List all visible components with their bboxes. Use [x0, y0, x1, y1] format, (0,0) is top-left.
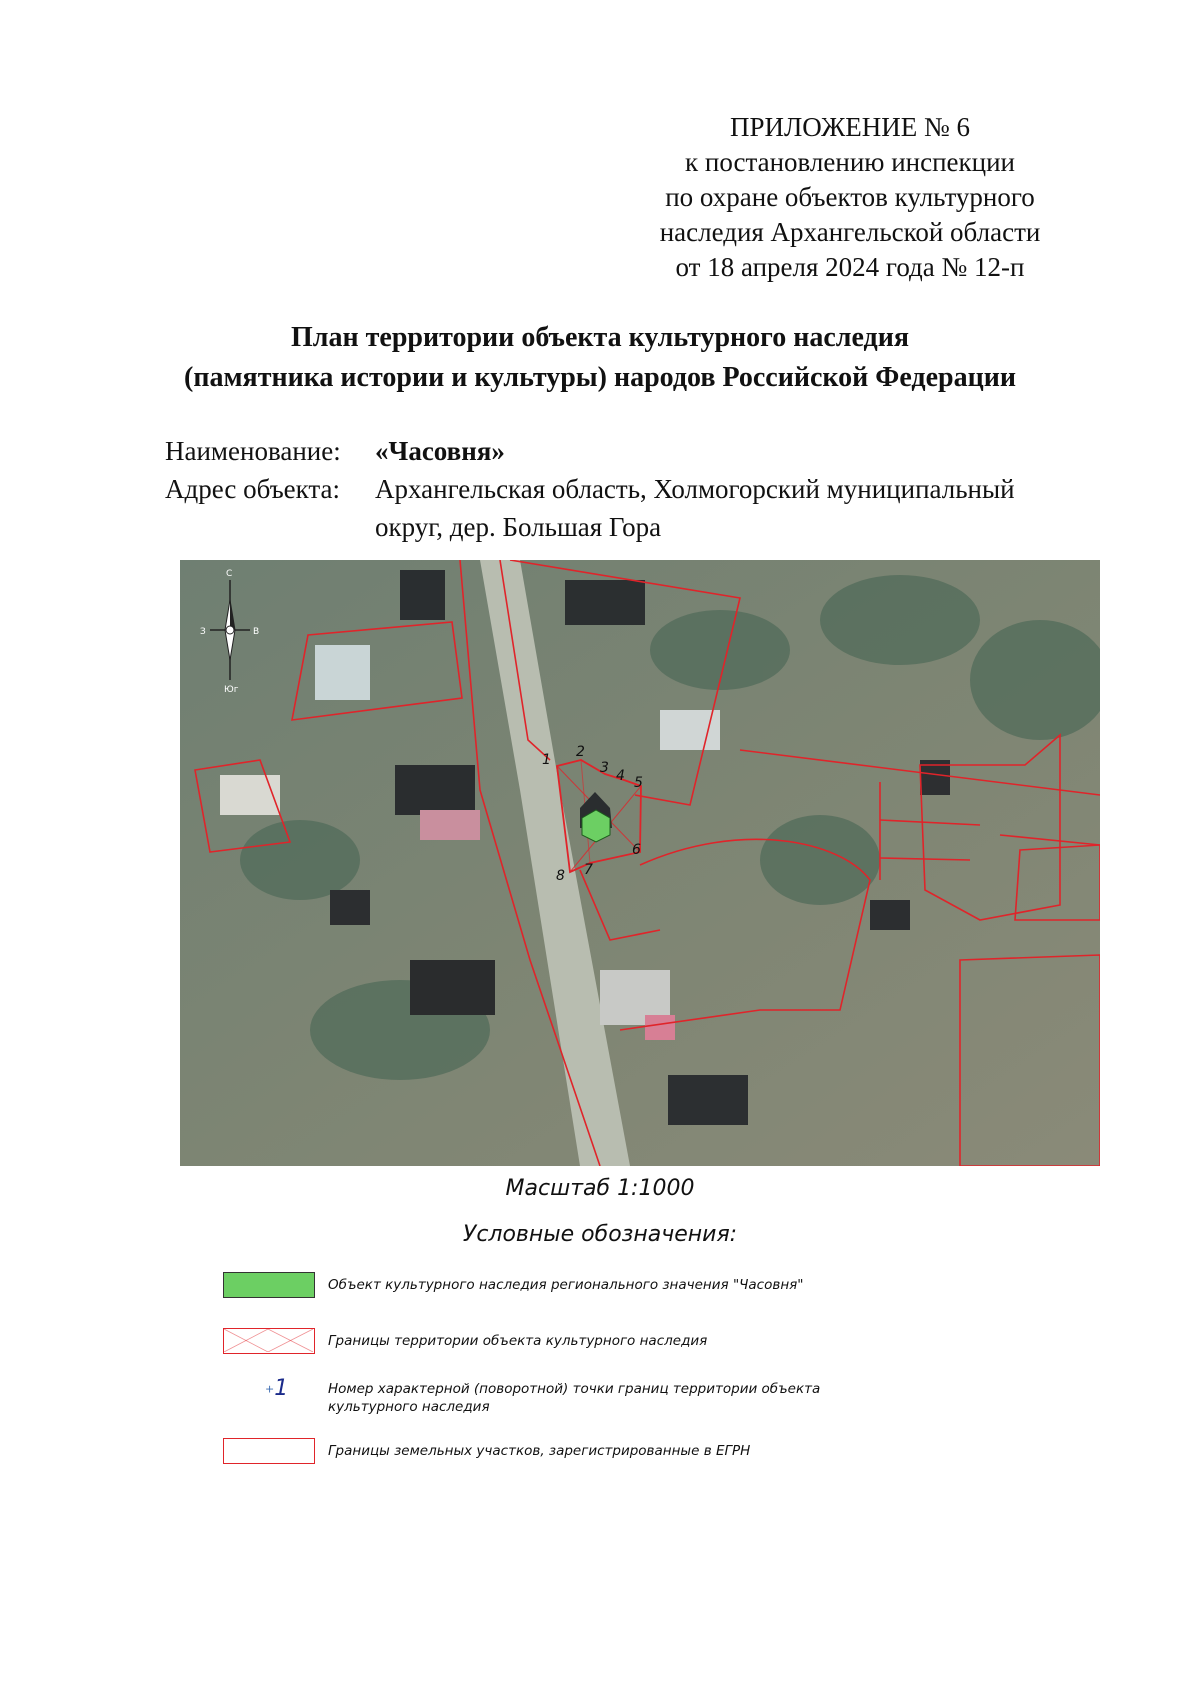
name-value: «Часовня»: [375, 436, 505, 466]
legend-point-number: 1: [274, 1376, 289, 1401]
legend-parcel-swatch: [223, 1438, 315, 1464]
legend-hatch-swatch: [223, 1328, 315, 1354]
point-label: 5: [634, 775, 643, 791]
appendix-date: от 18 апреля 2024 года № 12-п: [675, 252, 1025, 282]
point-label: 4: [616, 768, 625, 784]
address-row: [165, 470, 1075, 546]
appendix-number: ПРИЛОЖЕНИЕ № 6: [729, 112, 971, 142]
legend-item-territory: [223, 1328, 1103, 1368]
name-row: [165, 432, 1075, 470]
document-title: [0, 318, 1200, 398]
point-label: 1: [542, 752, 551, 768]
point-label: 8: [556, 868, 565, 884]
point-label: 6: [632, 842, 641, 858]
map-svg: [180, 560, 1100, 1166]
name-label: Наименование:: [165, 436, 341, 466]
address-label: Адрес объекта:: [165, 474, 341, 504]
legend-title: Условные обозначения:: [462, 1222, 738, 1247]
compass-west: З: [200, 627, 206, 637]
point-label: 7: [584, 862, 593, 878]
appendix-line: наследия Архангельской области: [659, 217, 1041, 247]
point-label: 2: [576, 744, 585, 760]
compass-east: В: [253, 627, 260, 637]
legend-text: Границы земельных участков, зарегистрированные в ЕГРН: [328, 1443, 751, 1459]
legend-item-point: [223, 1376, 1103, 1416]
point-label: 3: [600, 760, 609, 776]
map-scale: Масштаб 1:1000: [505, 1176, 695, 1201]
appendix-block: [600, 110, 1100, 285]
title-line-1: План территории объекта культурного наследия: [291, 322, 909, 353]
address-value: Архангельская область, Холмогорский муниципальный округ, дер. Большая Гора: [375, 474, 1015, 542]
legend-text: Номер характерной (поворотной) точки границ территории объекта культурного наследия: [328, 1381, 821, 1415]
title-line-2: (памятника истории и культуры) народов Российской Федерации: [184, 362, 1016, 393]
point-cross-icon: +: [265, 1382, 275, 1396]
legend-green-swatch: [223, 1272, 315, 1298]
legend-item-parcel: [223, 1438, 1103, 1478]
legend-point-symbol: [265, 1376, 288, 1401]
satellite-map: [180, 560, 1100, 1166]
appendix-line: по охране объектов культурного: [665, 182, 1035, 212]
legend-text: Границы территории объекта культурного наследия: [328, 1333, 708, 1349]
legend-text: Объект культурного наследия регионального значения "Часовня": [328, 1277, 804, 1293]
compass-north: С: [226, 569, 233, 579]
object-fields: [165, 432, 1075, 546]
legend-item-object: [223, 1272, 1103, 1312]
compass-south: Юг: [224, 685, 239, 695]
appendix-line: к постановлению инспекции: [685, 147, 1015, 177]
